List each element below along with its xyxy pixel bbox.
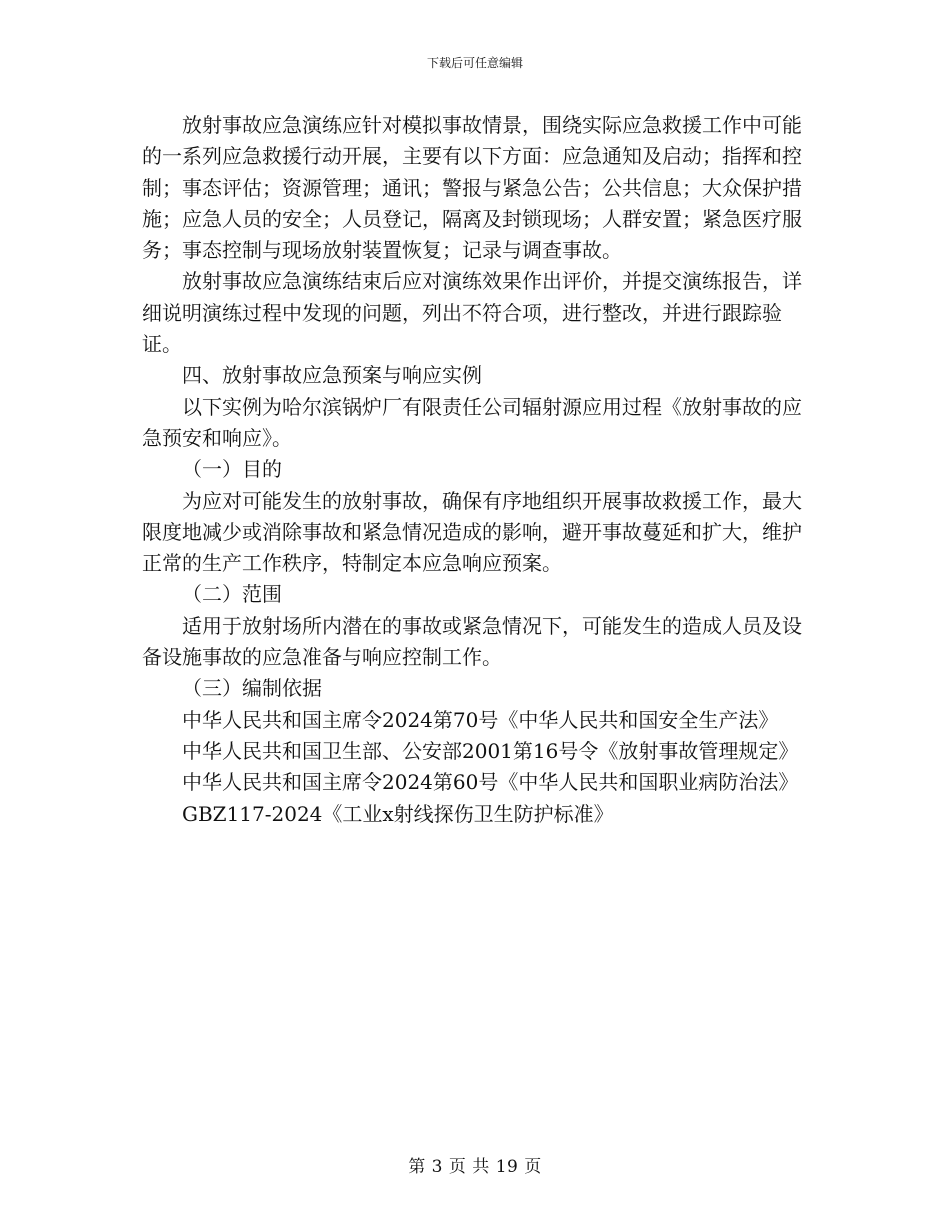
basis-item-safety-law: 中华人民共和国主席令2024第70号《中华人民共和国安全生产法》 bbox=[182, 707, 779, 732]
basis-item-radiation-regulation: 中华人民共和国卫生部、公安部2001第16号令《放射事故管理规定》 bbox=[182, 738, 799, 763]
page-footer: 第 3 页 共 19 页 bbox=[408, 1157, 542, 1177]
paragraph-scope: 适用于放射场所内潜在的事故或紧急情况下，可能发生的造成人员及设备设施事故的应急准备与响应控制工作。 bbox=[142, 613, 802, 670]
paragraph-drill-evaluation: 放射事故应急演练结束后应对演练效果作出评价，并提交演练报告，详细说明演练过程中发现的问题，列出不符合项，进行整改，并进行跟踪验证。 bbox=[142, 269, 802, 357]
page-header: 下载后可任意编辑 bbox=[426, 56, 523, 70]
basis-item-gbz-standard: GBZ117-2024《工业x射线探伤卫生防护标准》 bbox=[182, 801, 614, 826]
section-heading-4: 四、放射事故应急预案与响应实例 bbox=[182, 363, 482, 388]
subheading-scope: （二）范围 bbox=[182, 582, 282, 607]
basis-item-occupational-law: 中华人民共和国主席令2024第60号《中华人民共和国职业病防治法》 bbox=[182, 770, 799, 795]
paragraph-example-intro: 以下实例为哈尔滨锅炉厂有限责任公司辐射源应用过程《放射事故的应急预安和响应》。 bbox=[142, 394, 802, 450]
paragraph-purpose: 为应对可能发生的放射事故，确保有序地组织开展事故救援工作，最大限度地减少或消除事故和紧急情况造成的影响，避开事故蔓延和扩大，维护正常的生产工作秩序，特制定本应急响应预案。 bbox=[142, 488, 802, 576]
subheading-purpose: （一）目的 bbox=[182, 457, 282, 482]
subheading-basis: （三）编制依据 bbox=[182, 676, 322, 701]
paragraph-drill-content: 放射事故应急演练应针对模拟事故情景，围绕实际应急救援工作中可能的一系列应急救援行动开展，主要有以下方面：应急通知及启动；指挥和控制；事态评估；资源管理；通讯；警报与紧急公告；公共信息；大众保护措施；应急人员的安全；人员登记，隔离及封锁现场；人群安置；紧急医疗服务；事态控制与现场放射装置恢复；记录与调查事故。 bbox=[142, 113, 802, 263]
document-body bbox=[142, 110, 802, 830]
